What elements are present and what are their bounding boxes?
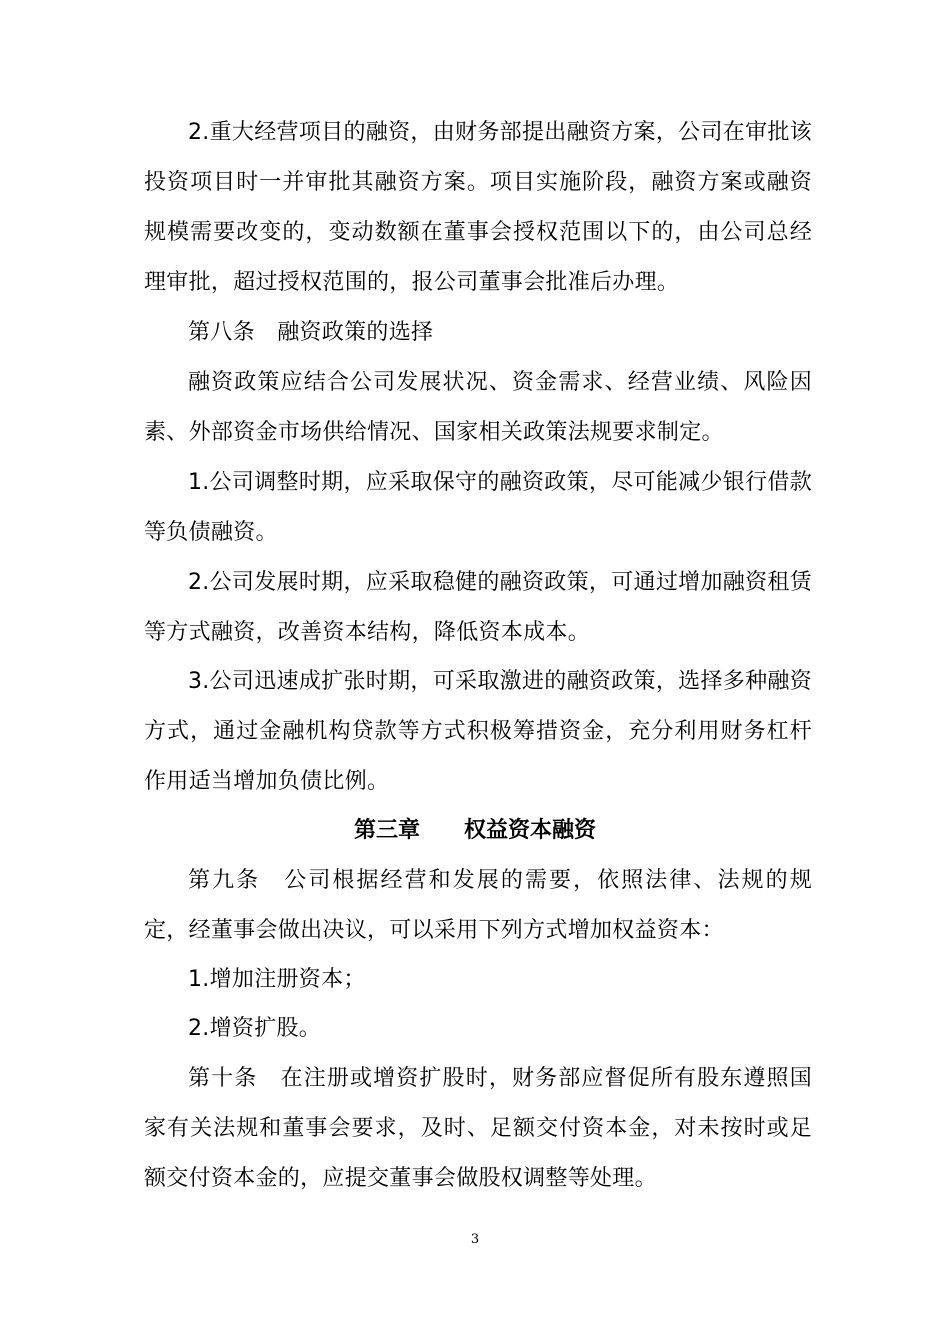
- article-8-title: 第八条 融资政策的选择: [188, 320, 434, 345]
- paragraph-expansion-period: 3.公司迅速成扩张时期，可采取激进的融资政策，选择多种融资方式，通过金融机构贷款等方式积极筹措资金，充分利用财务杠杆作用适当增加负债比例。: [144, 669, 812, 794]
- paragraph-financing-policy: 融资政策应结合公司发展状况、资金需求、经营业绩、风险因素、外部资金市场供给情况、国家相关政策法规要求制定。: [144, 370, 812, 445]
- page-number: 3: [470, 1232, 480, 1247]
- list-item-capital-expansion: 2.增资扩股。: [188, 1016, 322, 1041]
- list-item-increase-capital: 1.增加注册资本；: [188, 967, 366, 992]
- chapter-heading: 第三章 权益资本融资: [353, 818, 596, 843]
- article-10: 第十条 在注册或增资扩股时，财务部应督促所有股东遵照国家有关法规和董事会要求，及时、足额交付资本金，对未按时或足额交付资本金的，应提交董事会做股权调整等处理。: [144, 1066, 812, 1191]
- paragraph-major-project-financing: 2.重大经营项目的融资，由财务部提出融资方案，公司在审批该投资项目时一并审批其融资方案。项目实施阶段，融资方案或融资规模需要改变的，变动数额在董事会授权范围以下的，由公司总经理审批，超过授权范围的，报公司董事会批准后办理。: [144, 120, 812, 295]
- article-9: 第九条 公司根据经营和发展的需要，依照法律、法规的规定，经董事会做出决议，可以采用下列方式增加权益资本：: [144, 868, 812, 943]
- paragraph-adjustment-period: 1.公司调整时期，应采取保守的融资政策，尽可能减少银行借款等负债融资。: [144, 470, 812, 545]
- paragraph-development-period: 2.公司发展时期，应采取稳健的融资政策，可通过增加融资租赁等方式融资，改善资本结构，降低资本成本。: [144, 570, 812, 645]
